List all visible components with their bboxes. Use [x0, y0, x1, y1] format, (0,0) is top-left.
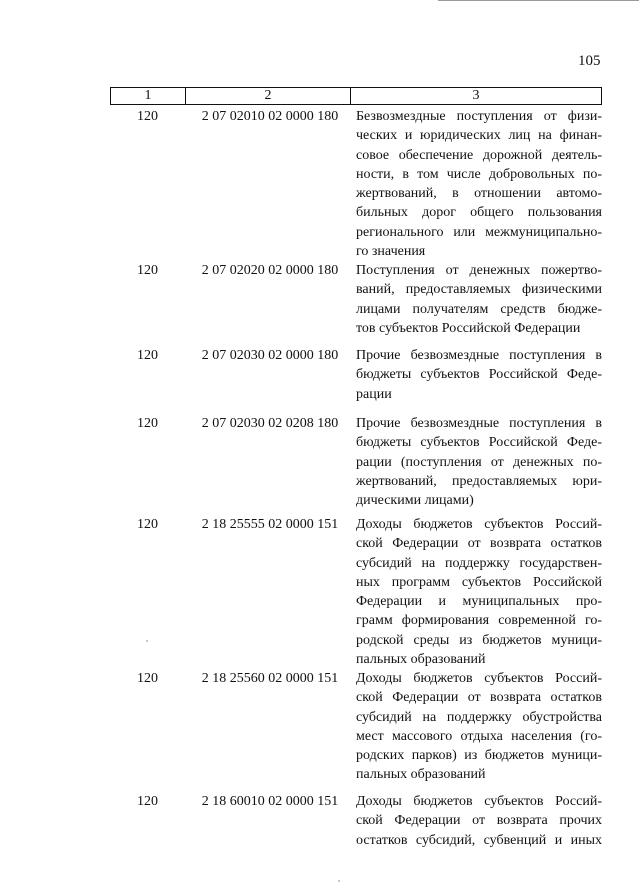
description-line: пальных образований	[356, 652, 486, 668]
table-header	[110, 87, 602, 105]
description-line: жертвований, в отношении автомо-	[356, 186, 602, 202]
description-line: ской Федерации от возврата остатков	[356, 536, 602, 552]
description-line: бюджеты субъектов Российской Феде-	[356, 435, 602, 451]
description-line: го значения	[356, 244, 426, 260]
description-line: лицами получателям средств бюдже-	[356, 301, 602, 317]
income-description	[356, 261, 602, 338]
description-line: ности, в том числе добровольных по-	[356, 166, 602, 182]
scan-speck	[146, 640, 148, 642]
description-line: Безвозмездные поступления от физи-	[356, 109, 602, 124]
admin-code: 120	[137, 348, 158, 363]
scan-speck	[338, 880, 340, 882]
description-line: Прочие безвозмездные поступления в	[356, 416, 602, 431]
admin-code: 120	[137, 109, 158, 124]
description-line: родской среды из бюджетов муници-	[356, 632, 602, 648]
description-line: Доходы бюджетов субъектов Россий-	[356, 517, 602, 532]
budget-classification-code: 2 07 02010 02 0000 180	[201, 109, 339, 124]
income-description	[356, 515, 602, 669]
description-line: субсидий на поддержку обустройства	[356, 709, 602, 725]
description-line: субсидий на поддержку государствен-	[356, 555, 602, 571]
description-line: ных программ субъектов Российской	[356, 574, 602, 590]
income-description	[356, 414, 602, 510]
income-description	[356, 792, 602, 850]
description-line: бильных дорог общего пользования	[356, 205, 602, 221]
budget-classification-code: 2 18 60010 02 0000 151	[201, 794, 339, 809]
description-line: дическими лицами)	[356, 493, 474, 509]
income-description	[356, 107, 602, 261]
description-line: Прочие безвозмездные поступления в	[356, 348, 602, 363]
description-line: ской Федерации от возврата прочих	[356, 813, 602, 829]
income-description	[356, 669, 602, 785]
description-line: ской Федерации от возврата остатков	[356, 690, 602, 706]
description-line: регионального или межмуниципально-	[356, 224, 602, 240]
header-col-2: 2	[186, 88, 351, 104]
description-line: ваний, предоставляемых физическими	[356, 282, 602, 298]
description-line: мест массового отдыха населения (го-	[356, 728, 602, 744]
description-line: рации (поступления от денежных по-	[356, 454, 602, 470]
description-line: Федерации и муниципальных про-	[356, 594, 602, 610]
budget-classification-code: 2 18 25555 02 0000 151	[201, 517, 339, 532]
description-line: родских парков) из бюджетов муници-	[356, 748, 602, 764]
description-line: ческих и юридических лиц на финан-	[356, 128, 602, 144]
admin-code: 120	[137, 517, 158, 532]
admin-code: 120	[137, 416, 158, 431]
description-line: жертвований, предоставляемых юри-	[356, 473, 602, 489]
description-line: совое обеспечение дорожной деятель-	[356, 147, 602, 163]
description-line: грамм формирования современной го-	[356, 613, 602, 629]
income-description	[356, 346, 602, 404]
budget-classification-code: 2 07 02030 02 0208 180	[201, 416, 339, 431]
description-line: Поступления от денежных пожертво-	[356, 263, 602, 278]
budget-classification-code: 2 18 25560 02 0000 151	[201, 671, 339, 686]
description-line: Доходы бюджетов субъектов Россий-	[356, 794, 602, 809]
page-number: 105	[578, 53, 601, 69]
description-line: остатков субсидий, субвенций и иных	[356, 832, 602, 848]
admin-code: 120	[137, 263, 158, 278]
description-line: бюджеты субъектов Российской Феде-	[356, 367, 602, 383]
budget-classification-code: 2 07 02020 02 0000 180	[201, 263, 339, 278]
admin-code: 120	[137, 671, 158, 686]
description-line: рации	[356, 386, 392, 402]
description-line: пальных образований	[356, 767, 486, 783]
header-col-3: 3	[472, 88, 480, 103]
description-line: тов субъектов Российской Федерации	[356, 320, 581, 336]
scan-edge-line	[438, 0, 639, 1]
admin-code: 120	[137, 794, 158, 809]
budget-classification-code: 2 07 02030 02 0000 180	[201, 348, 339, 363]
header-col-1: 1	[111, 88, 186, 104]
description-line: Доходы бюджетов субъектов Россий-	[356, 671, 602, 686]
